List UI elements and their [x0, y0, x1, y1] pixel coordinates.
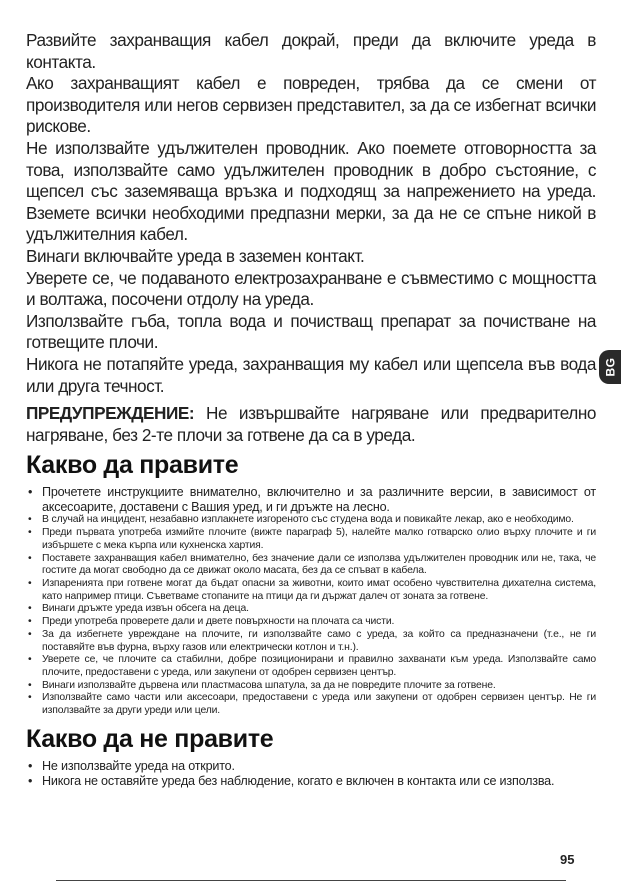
do-section-title: Какво да правите — [26, 451, 239, 480]
list-item: • Винаги дръжте уреда извън обсега на деца. — [26, 603, 596, 616]
warning-text: Не извършвайте нагряване или предварително нагряване, без 2-те плочи за готвене да са в уреда. — [26, 403, 596, 445]
list-item: • Уверете се, че плочите са стабилни, добре позиционирани и правилно захванати към уреда. Използвайте само плочите, предоставени с уреда, или закупени от одобрен сервизен център. — [26, 654, 596, 679]
intro-paragraph: Не използвайте удължителен проводник. Ако поемете отговорността за това, използвайте само удължителен проводник в добро състояние, с щепсел със заземяваща връзка и подходящ за напрежението на уреда. Вземете всички необходими предпазни мерки, за да не се спъне никой в удължителния кабел. — [26, 137, 596, 245]
intro-paragraph: Винаги включвайте уреда в заземен контакт. — [26, 245, 365, 266]
intro-paragraph: Ако захранващият кабел е повреден, трябва да се смени от производителя или негов сервизен представител, за да се избегнат всички рискове. — [26, 73, 596, 137]
list-item: • За да избегнете увреждане на плочите, ги използвайте само с уреда, за който са предназначени (т.е., не ги поставяйте във фурна, върху газов или електрически котлон и т.н.). — [26, 629, 596, 654]
list-item: • Прочетете инструкциите внимателно, включително и за различните версии, в зависимост от аксесоарите, доставени с Вашия уред, и ги дръжте на лесно. — [26, 485, 596, 514]
warning-label: ПРЕДУПРЕЖДЕНИЕ: — [26, 403, 195, 424]
list-item: • Преди употреба проверете дали и двете повърхности на плочата са чисти. — [26, 616, 596, 629]
do-list — [26, 485, 596, 717]
page-number: 95 — [560, 852, 575, 867]
list-item: • Използвайте само части или аксесоари, предоставени с уреда или закупени от одобрен сервизен център. Не ги използвайте за други уреди или цели. — [26, 692, 596, 717]
list-item: • Не използвайте уреда на открито. — [26, 759, 596, 774]
language-tab-label: BG — [603, 357, 617, 377]
dont-section-title: Какво да не правите — [26, 724, 274, 753]
list-item: • Никога не оставяйте уреда без наблюдение, когато е включен в контакта или се използва. — [26, 774, 596, 789]
list-item: • В случай на инцидент, незабавно изплакнете изгореното със студена вода и повикайте лекар, ако е необходимо. — [26, 514, 596, 527]
intro-paragraph: Използвайте гъба, топла вода и почистващ препарат за почистване на готвещите плочи. — [26, 310, 596, 353]
language-tab — [599, 350, 621, 384]
list-item: • Винаги използвайте дървена или пластмасова шпатула, за да не повредите плочите за готвене. — [26, 680, 596, 693]
list-item: • Поставете захранващия кабел внимателно, без значение дали се използва удължителен проводник или не, така, че гостите да могат свободно да се движат около масата, без да се спъват в кабела. — [26, 553, 596, 578]
intro-paragraph: Развийте захранващия кабел докрай, преди да включите уреда в контакта. — [26, 30, 596, 72]
warning-paragraph — [26, 403, 596, 446]
footer-divider — [56, 880, 566, 881]
page-content — [26, 30, 596, 789]
dont-list — [26, 759, 596, 789]
intro-paragraphs — [26, 30, 596, 397]
intro-paragraph: Уверете се, че подаваното електрозахранване е съвместимо с мощността и волтажа, посочени отдолу на уреда. — [26, 267, 596, 310]
list-item: • Преди първата употреба измийте плочите (вижте параграф 5), налейте малко готварско олио върху плочите и ги избършете с мека кърпа или кухненска хартия. — [26, 527, 596, 552]
intro-paragraph: Никога не потапяйте уреда, захранващия му кабел или щепсела във вода или друга течност. — [26, 353, 596, 396]
list-item: • Изпаренията при готвене могат да бъдат опасни за животни, които имат особено чувствителна дихателна система, като например птици. Съветваме стопаните на птици да ги държат далеч от зоната за готвене. — [26, 578, 596, 603]
